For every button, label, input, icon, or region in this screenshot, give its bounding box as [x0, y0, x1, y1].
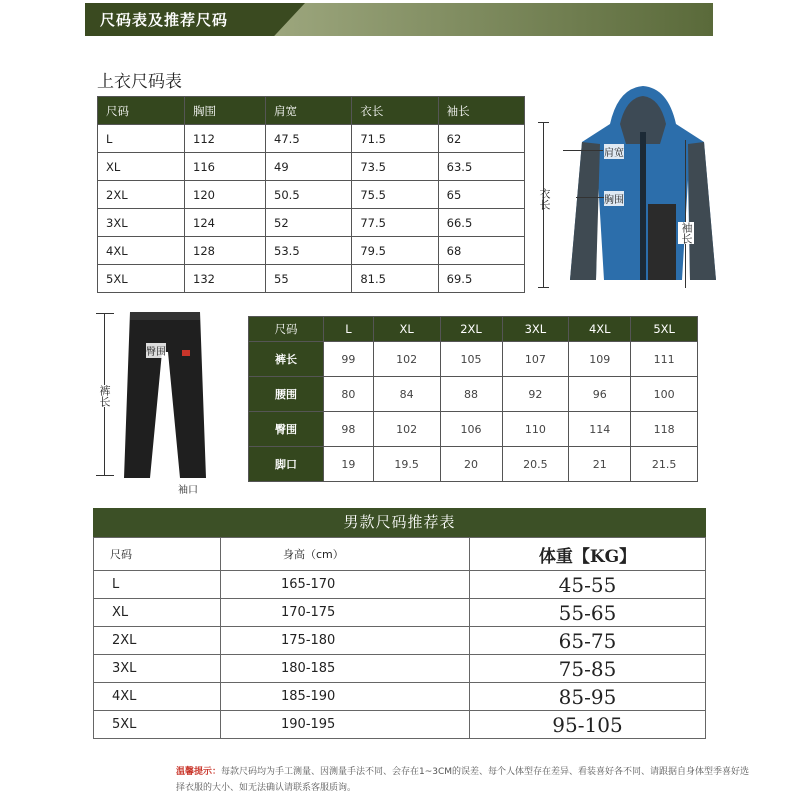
- table-cell: 190-195: [221, 711, 470, 739]
- table-cell: 4XL: [98, 237, 185, 265]
- table-cell: 52: [266, 209, 352, 237]
- table-cell: 77.5: [352, 209, 438, 237]
- table-cell: 98: [324, 412, 374, 447]
- top-size-table-body: [98, 125, 525, 293]
- table-row: [98, 153, 525, 181]
- pants-size-table-head: [249, 317, 698, 342]
- table-row: [94, 683, 706, 711]
- table-cell: 21: [569, 447, 631, 482]
- page-title: 尺码表及推荐尺码: [100, 11, 229, 29]
- table-cell: 4XL: [94, 683, 221, 711]
- table-cell: 55-65: [470, 599, 706, 627]
- table-cell: 118: [631, 412, 698, 447]
- pants-hem-label: 袖口: [178, 481, 198, 496]
- table-cell: 53.5: [266, 237, 352, 265]
- table-cell: 81.5: [352, 265, 438, 293]
- table-row: [98, 209, 525, 237]
- table-cell: 85-95: [470, 683, 706, 711]
- recommend-col-size: 尺码: [94, 538, 221, 571]
- table-cell: 65-75: [470, 627, 706, 655]
- pants-length-cap-bottom: [96, 475, 114, 476]
- top-col-header: 袖长: [438, 97, 524, 125]
- table-cell: 102: [373, 342, 440, 377]
- top-size-table: [97, 96, 525, 293]
- table-cell: 55: [266, 265, 352, 293]
- table-cell: 45-55: [470, 571, 706, 599]
- table-cell: 132: [185, 265, 266, 293]
- table-row: [98, 125, 525, 153]
- table-cell: 71.5: [352, 125, 438, 153]
- pants-col-header: 2XL: [440, 317, 502, 342]
- table-cell: 20: [440, 447, 502, 482]
- jacket-image: [570, 84, 716, 284]
- table-cell: 21.5: [631, 447, 698, 482]
- table-cell: 66.5: [438, 209, 524, 237]
- table-cell: 69.5: [438, 265, 524, 293]
- table-row: [94, 627, 706, 655]
- table-cell: 120: [185, 181, 266, 209]
- table-row: [94, 599, 706, 627]
- recommend-table-body: [94, 571, 706, 739]
- top-col-header: 肩宽: [266, 97, 352, 125]
- top-col-header: 衣长: [352, 97, 438, 125]
- table-cell: 165-170: [221, 571, 470, 599]
- pants-row-header: 脚口: [249, 447, 324, 482]
- chest-indicator-line: [576, 197, 604, 198]
- pants-col-header: XL: [373, 317, 440, 342]
- table-row: [94, 711, 706, 739]
- table-cell: 63.5: [438, 153, 524, 181]
- pants-length-cap-top: [96, 313, 114, 314]
- table-cell: 99: [324, 342, 374, 377]
- table-cell: 185-190: [221, 683, 470, 711]
- pants-col-header: 4XL: [569, 317, 631, 342]
- table-cell: XL: [94, 599, 221, 627]
- table-cell: 95-105: [470, 711, 706, 739]
- table-cell: 2XL: [94, 627, 221, 655]
- note-tip-label: 温馨提示：: [176, 767, 222, 777]
- table-row: [98, 237, 525, 265]
- pants-hip-label: 臀围: [146, 343, 166, 358]
- table-cell: 96: [569, 377, 631, 412]
- table-cell: 180-185: [221, 655, 470, 683]
- table-cell: 128: [185, 237, 266, 265]
- table-cell: 19: [324, 447, 374, 482]
- table-row: [249, 377, 698, 412]
- table-cell: 105: [440, 342, 502, 377]
- table-cell: 3XL: [94, 655, 221, 683]
- table-cell: 110: [502, 412, 569, 447]
- table-cell: 124: [185, 209, 266, 237]
- table-cell: 106: [440, 412, 502, 447]
- pants-col-header: 尺码: [249, 317, 324, 342]
- pants-row-header: 腰围: [249, 377, 324, 412]
- table-cell: 20.5: [502, 447, 569, 482]
- pants-col-header: 5XL: [631, 317, 698, 342]
- table-cell: 73.5: [352, 153, 438, 181]
- shoulder-indicator-line: [563, 150, 603, 151]
- top-col-header: 尺码: [98, 97, 185, 125]
- size-note: [176, 764, 756, 796]
- table-cell: 102: [373, 412, 440, 447]
- table-row: [249, 412, 698, 447]
- table-cell: 79.5: [352, 237, 438, 265]
- table-cell: 170-175: [221, 599, 470, 627]
- table-cell: 47.5: [266, 125, 352, 153]
- table-row: [249, 447, 698, 482]
- note-text: 每款尺码均为手工测量、因测量手法不同、会存在1~3CM的误差、每个人体型存在差异、看装喜好各不同、请跟据自身体型季喜好选择衣服的大小、如无法确认请联系客服质询。: [176, 767, 750, 793]
- table-row: [98, 265, 525, 293]
- table-cell: L: [98, 125, 185, 153]
- top-size-heading: 上衣尺码表: [97, 72, 182, 92]
- pants-size-table: [248, 316, 698, 482]
- table-row: [94, 655, 706, 683]
- pants-row-header: 裤长: [249, 342, 324, 377]
- table-cell: 75.5: [352, 181, 438, 209]
- table-cell: 112: [185, 125, 266, 153]
- pants-col-header: 3XL: [502, 317, 569, 342]
- table-cell: 100: [631, 377, 698, 412]
- recommend-col-height: 身高（cm）: [221, 538, 470, 571]
- table-cell: 5XL: [94, 711, 221, 739]
- length-dimension-cap-bottom: [538, 287, 549, 288]
- top-col-header: 胸围: [185, 97, 266, 125]
- pants-length-label: 裤长: [98, 385, 111, 407]
- table-cell: 88: [440, 377, 502, 412]
- recommend-title: 男款尺码推荐表: [93, 508, 706, 537]
- table-cell: XL: [98, 153, 185, 181]
- pants-image: [120, 312, 212, 482]
- table-cell: 75-85: [470, 655, 706, 683]
- recommend-col-weight: 体重【KG】: [470, 538, 706, 571]
- table-cell: 111: [631, 342, 698, 377]
- jacket-chest-label: 胸围: [604, 191, 624, 206]
- pants-size-table-body: [249, 342, 698, 482]
- table-cell: 80: [324, 377, 374, 412]
- sleeve-dimension-line: [685, 140, 686, 288]
- table-cell: 92: [502, 377, 569, 412]
- table-cell: 3XL: [98, 209, 185, 237]
- table-cell: 68: [438, 237, 524, 265]
- table-cell: 107: [502, 342, 569, 377]
- table-row: [94, 571, 706, 599]
- table-cell: 62: [438, 125, 524, 153]
- table-cell: 50.5: [266, 181, 352, 209]
- table-row: [249, 342, 698, 377]
- table-cell: 5XL: [98, 265, 185, 293]
- jacket-length-label: 衣长: [538, 188, 551, 210]
- table-cell: 109: [569, 342, 631, 377]
- pants-row-header: 臀围: [249, 412, 324, 447]
- recommend-size-table: [93, 537, 706, 739]
- pants-col-header: L: [324, 317, 374, 342]
- table-cell: 49: [266, 153, 352, 181]
- table-cell: 65: [438, 181, 524, 209]
- jacket-shoulder-label: 肩宽: [604, 144, 624, 159]
- top-size-table-head: [98, 97, 525, 125]
- jacket-sleeve-label: 袖长: [680, 222, 693, 244]
- table-cell: 84: [373, 377, 440, 412]
- table-cell: 2XL: [98, 181, 185, 209]
- table-cell: 114: [569, 412, 631, 447]
- table-cell: 116: [185, 153, 266, 181]
- table-cell: 175-180: [221, 627, 470, 655]
- table-cell: 19.5: [373, 447, 440, 482]
- recommend-table-head: [94, 538, 706, 571]
- table-row: [98, 181, 525, 209]
- table-cell: L: [94, 571, 221, 599]
- length-dimension-cap-top: [538, 122, 549, 123]
